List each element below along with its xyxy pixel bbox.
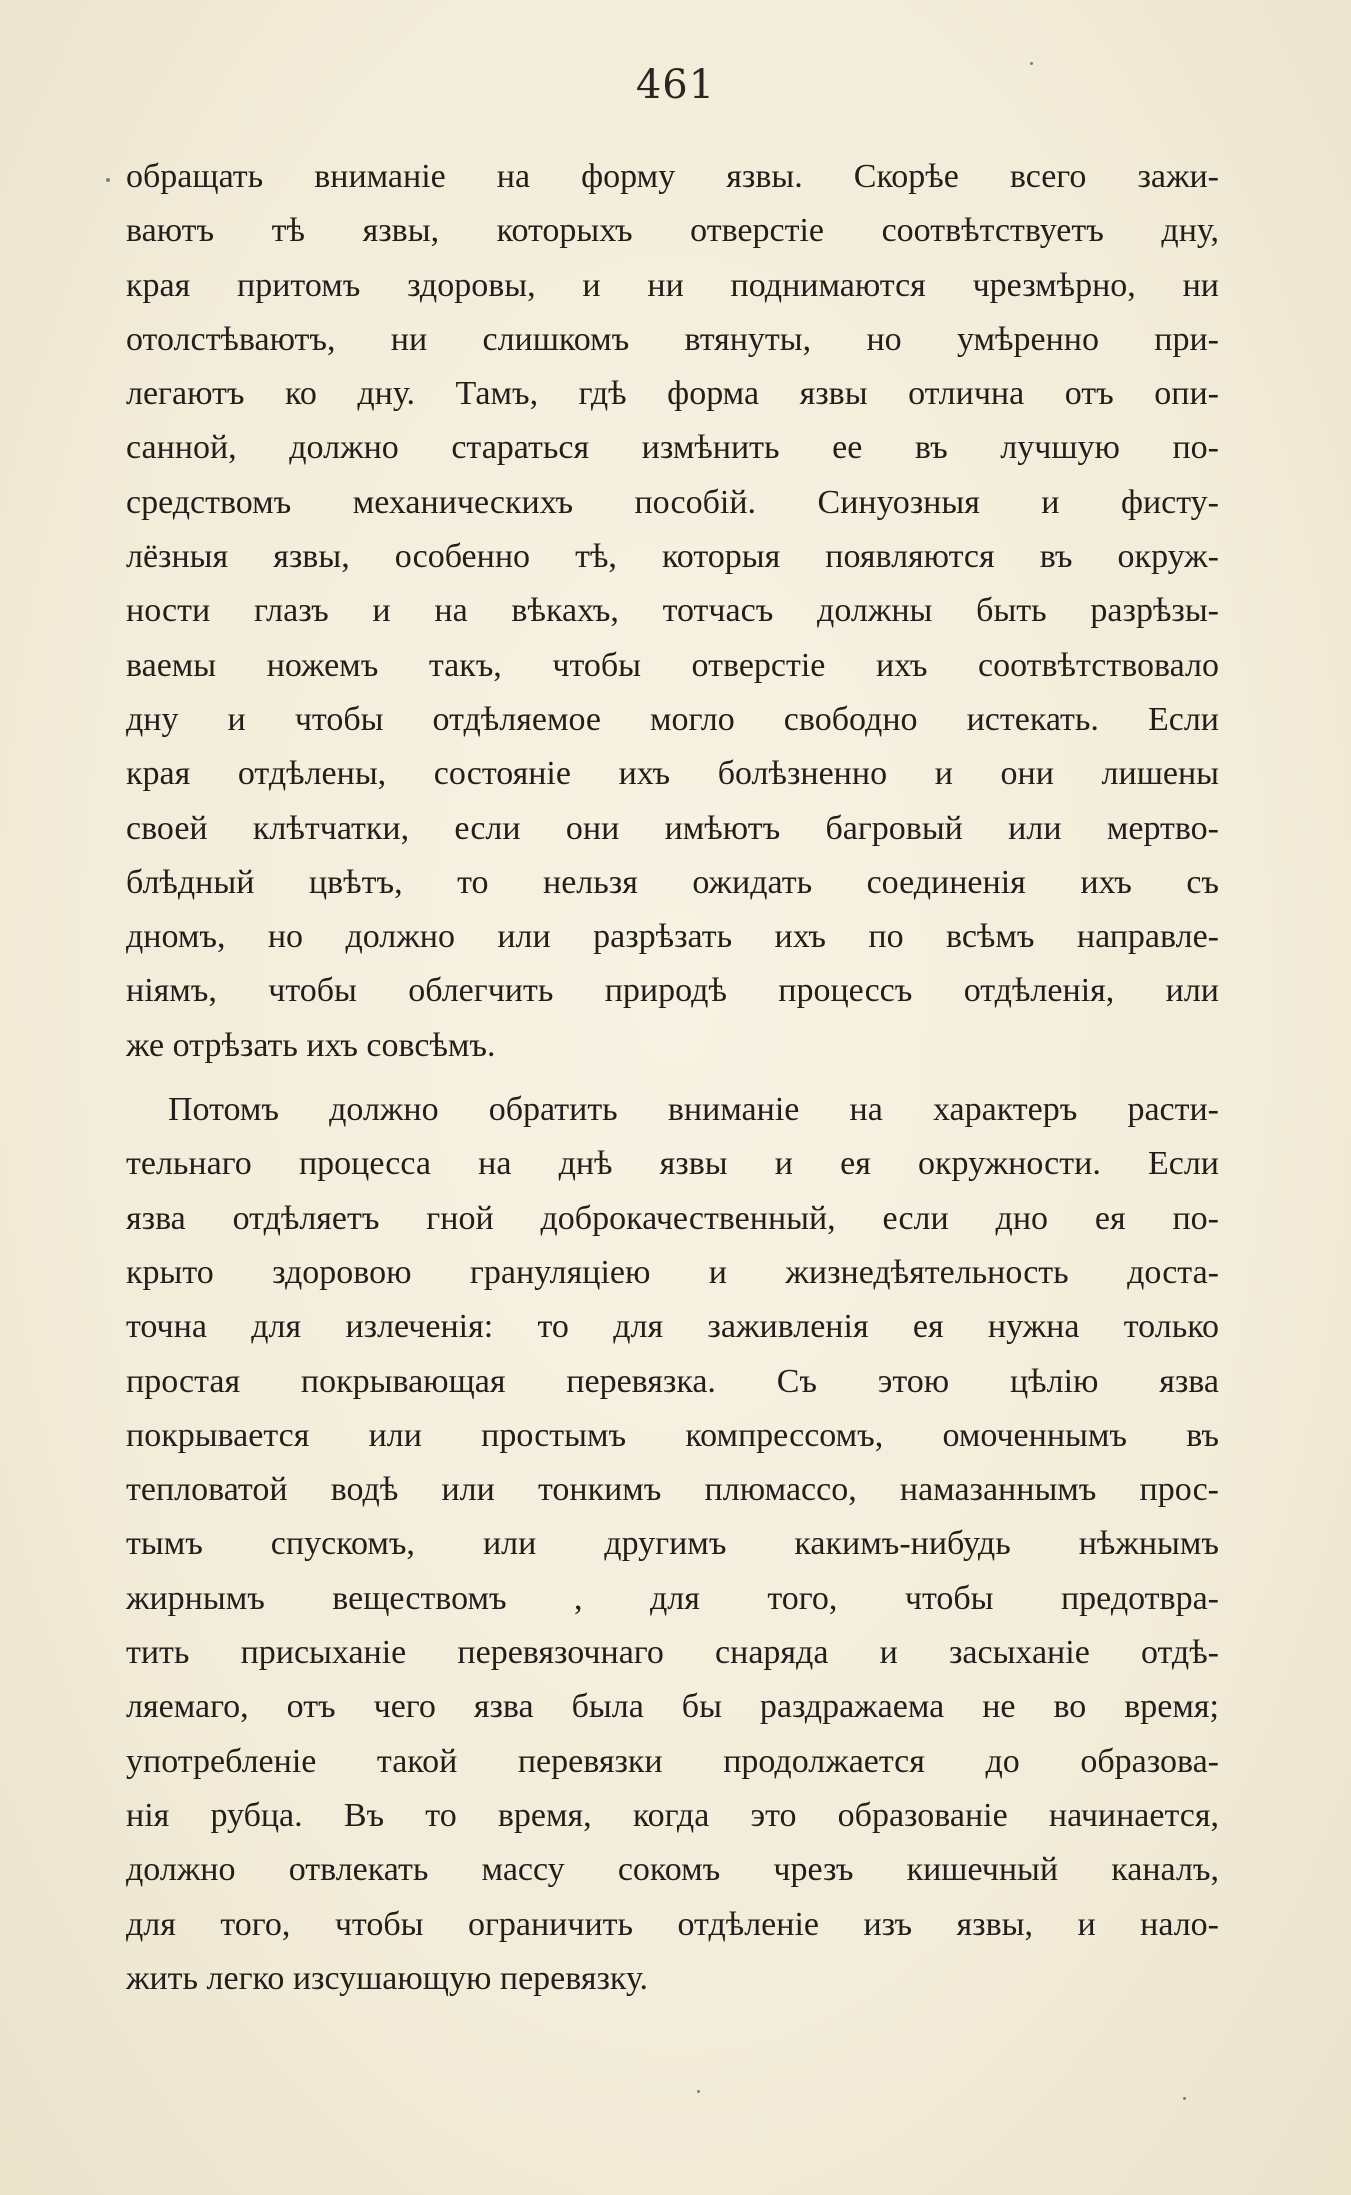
text-line: санной, должно стараться измѣнить ее въ лучшую по- xyxy=(126,429,1219,467)
text-line: крыто здоровою грануляціею и жизнедѣятельность доста- xyxy=(126,1253,1219,1291)
text-line: дну и чтобы отдѣляемое могло свободно истекать. Если xyxy=(126,700,1219,738)
text-line: точна для излеченія: то для заживленія ея нужна только xyxy=(126,1308,1219,1346)
print-speck xyxy=(1183,2097,1186,2100)
text-line: для того, чтобы ограничить отдѣленіе изъ язвы, и нало- xyxy=(126,1905,1219,1943)
page-number: 461 xyxy=(635,62,716,108)
text-line: жирнымъ веществомъ , для того, чтобы предотвра- xyxy=(126,1579,1219,1617)
text-line: края притомъ здоровы, и ни поднимаются чрезмѣрно, ни xyxy=(126,266,1219,304)
text-line: края отдѣлены, состояніе ихъ болѣзненно и они лишены xyxy=(126,755,1219,793)
text-line: лёзныя язвы, особенно тѣ, которыя появляются въ окруж- xyxy=(126,538,1219,576)
text-line: обращать вниманіе на форму язвы. Скорѣе всего зажи- xyxy=(126,158,1219,195)
text-line: тить присыханіе перевязочнаго снаряда и засыханіе отдѣ- xyxy=(126,1634,1219,1672)
text-line: жить легко изсушающую перевязку. xyxy=(126,1959,649,1997)
text-line: блѣдный цвѣтъ, то нельзя ожидать соединенія ихъ съ xyxy=(126,863,1219,901)
text-line: тельнаго процесса на днѣ язвы и ея окружности. Если xyxy=(126,1145,1219,1183)
print-speck xyxy=(106,178,110,182)
text-line: нія рубца. Въ то время, когда это образованіе начинается, xyxy=(126,1796,1219,1834)
text-line: тымъ спускомъ, или другимъ какимъ-нибудь нѣжнымъ xyxy=(126,1525,1219,1563)
text-line: дномъ, но должно или разрѣзать ихъ по всѣмъ направле- xyxy=(126,918,1219,956)
text-line: ляемаго, отъ чего язва была бы раздражаема не во время; xyxy=(126,1688,1219,1726)
text-line: простая покрывающая перевязка. Съ этою цѣлію язва xyxy=(126,1362,1219,1400)
text-line: Потомъ должно обратить вниманіе на характеръ расти- xyxy=(168,1091,1219,1129)
text-line: должно отвлекать массу сокомъ чрезъ кишечный каналъ, xyxy=(126,1851,1219,1889)
text-line: ности глазъ и на вѣкахъ, тотчасъ должны быть разрѣзы- xyxy=(126,592,1219,630)
text-line: своей клѣтчатки, если они имѣютъ багровый или мертво- xyxy=(126,809,1219,847)
text-line: отолстѣваютъ, ни слишкомъ втянуты, но умѣренно при- xyxy=(126,320,1219,358)
body-text xyxy=(126,150,1219,2006)
text-line: язва отдѣляетъ гной доброкачественный, если дно ея по- xyxy=(126,1199,1219,1237)
text-line: ваемы ножемъ такъ, чтобы отверстіе ихъ соотвѣтствовало xyxy=(126,646,1219,684)
paragraph xyxy=(126,150,1219,1073)
paragraph xyxy=(126,1083,1219,2006)
text-line: тепловатой водѣ или тонкимъ плюмассо, намазаннымъ прос- xyxy=(126,1471,1219,1509)
text-line: средствомъ механическихъ пособій. Синуозныя и фисту- xyxy=(126,483,1219,521)
text-line: ніямъ, чтобы облегчить природѣ процессъ отдѣленія, или xyxy=(126,972,1219,1010)
print-speck xyxy=(697,2090,700,2093)
print-speck xyxy=(1030,62,1033,65)
paragraph-gap xyxy=(126,1073,1219,1083)
text-line: же отрѣзать ихъ совсѣмъ. xyxy=(126,1026,496,1064)
text-line: покрывается или простымъ компрессомъ, омоченнымъ въ xyxy=(126,1416,1219,1454)
text-line: легаютъ ко дну. Тамъ, гдѣ форма язвы отлична отъ опи- xyxy=(126,375,1219,413)
text-line: употребленіе такой перевязки продолжается до образова- xyxy=(126,1742,1219,1780)
text-line: ваютъ тѣ язвы, которыхъ отверстіе соотвѣтствуетъ дну, xyxy=(126,212,1219,250)
